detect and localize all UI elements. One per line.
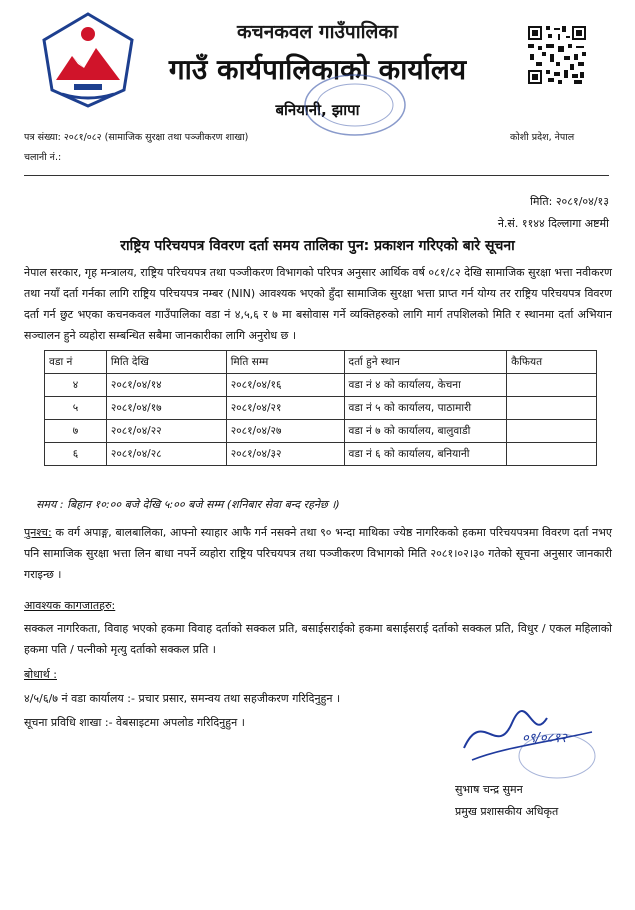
remark-cell [507,374,597,397]
documents-text: सक्कल नागरिकता, विवाह भएको हकमा विवाह दर्ताको सक्कल प्रति, बसाईसराईको हकमा बसाईसराई दर्ताको सक्कल प्रति, विधुर / एकल महिलाको हकमा पति / पत्नीको मृत्यु दर्ताको सक्कल प्रति । [24,622,612,656]
letter-number: पत्र संख्या: २०८१/०८२ (सामाजिक सुरक्षा तथा पञ्जीकरण शाखा) [24,132,249,143]
table-row [45,374,597,397]
header-from: मिति देखि [106,351,226,374]
remark-cell [507,420,597,443]
to-cell: २०८१/०४/२१ [226,397,344,420]
province-label: कोशी प्रदेश, नेपाल [510,132,575,143]
municipality-name: कचनकवल गाउँपालिका [237,21,398,43]
ward-cell: ६ [45,443,107,466]
place-cell: वडा नं ४ को कार्यालय, केचना [344,374,507,397]
schedule-table [44,350,597,466]
ward-cell: ४ [45,374,107,397]
to-cell: २०८१/०४/१६ [226,374,344,397]
office-location: बनियानी, झापा [275,101,360,119]
to-cell: २०८१/०४/२७ [226,420,344,443]
place-cell: वडा नं ७ को कार्यालय, बालुवाडी [344,420,507,443]
bodhartha-line-2: सूचना प्रविधि शाखा :- वेबसाइटमा अपलोड गरिदिनुहुन । [24,716,245,729]
table-header-row [45,351,597,374]
table-row [45,397,597,420]
notice-intro: नेपाल सरकार, गृह मन्त्रालय, राष्ट्रिय परिचयपत्र तथा पञ्जीकरण विभागको परिपत्र अनुसार आर्थिक वर्ष ०८१/८२ देखि सामाजिक सुरक्षा भत्ता नवीकरण तथा नयाँ दर्ता गर्नका लागि राष्ट्रिय परिचयपत्र नम्बर (NIN) आवश्यक भएको हुँदा सामाजिक सुरक्षा भत्ता प्राप्त गर्न योग्य तर राष्ट्रिय परिचयपत्र विवरण दर्ता गर्न छुट भएका कचनकवल गाउँपालिका वडा नं ४,५,६ र ७ मा बसोवास गर्ने व्यक्तिहरुको लागि मार्ग तपशिलको मिति र स्थानमा दर्ता अभियान सञ्चालन हुने व्यहोरा सम्बन्धित सबैमा जानकारीका लागि अनुरोध छ । [24,266,612,342]
signer-designation: प्रमुख प्रशासकीय अधिकृत [455,805,559,818]
from-cell: २०८१/०४/२८ [106,443,226,466]
signature-date: ०९/०८१२ [522,731,567,746]
punascha-label: पुनश्च: [24,526,52,539]
from-cell: २०८१/०४/२२ [106,420,226,443]
table-row [45,443,597,466]
office-stamp [300,70,410,140]
service-timing: समय : बिहान १०:०० बजे देखि ५:०० बजे सम्म (शनिबार सेवा बन्द रहनेछ ।) [36,498,340,511]
office-name: गाउँ कार्यपालिकाको कार्यालय [168,53,467,86]
ward-cell: ७ [45,420,107,443]
place-cell: वडा नं ६ को कार्यालय, बनियानी [344,443,507,466]
signer-name: सुभाष चन्द्र सुमन [455,783,523,796]
ward-cell: ५ [45,397,107,420]
punascha-paragraph [24,522,612,585]
qr-code [526,24,588,86]
handwritten-signature [452,688,602,788]
documents-heading: आवश्यक कागजातहरु: [24,599,116,612]
remark-cell [507,397,597,420]
to-cell: २०८१/०४/३२ [226,443,344,466]
table-row [45,420,597,443]
from-cell: २०८१/०४/१७ [106,397,226,420]
from-cell: २०८१/०४/१४ [106,374,226,397]
notice-date: मिति: २०८१/०४/१३ [530,195,609,208]
header-place: दर्ता हुने स्थान [344,351,507,374]
bodhartha-line-1: ४/५/६/७ नं वडा कार्यालय :- प्रचार प्रसार, समन्वय तथा सहजीकरण गरिदिनुहुन । [24,692,341,705]
header-to: मिति सम्म [226,351,344,374]
header-ward: वडा नं [45,351,107,374]
header-divider [24,175,609,176]
notice-title: राष्ट्रिय परिचयपत्र विवरण दर्ता समय तालिका पुन: प्रकाशन गरिएको बारे सूचना [120,238,515,254]
header-remark: कैफियत [507,351,597,374]
dispatch-number: चलानी नं.: [24,152,62,163]
place-cell: वडा नं ५ को कार्यालय, पाठामारी [344,397,507,420]
bodhartha-heading: बोधार्थ : [24,668,57,681]
punascha-text: क वर्ग अपाङ्ग, बालबालिका, आफ्नो स्याहार आफै गर्न नसक्ने तथा ९० भन्दा माथिका ज्येष्ठ नागरिकको हकमा परिचयपत्रमा विवरण दर्ता नभए पनि सामाजिक सुरक्षा भत्ता लिन बाधा नपर्ने व्यहोरा राष्ट्रिय परिचयपत्र तथा पञ्जीकरण विभागको मिति २०८१।०२।३० गतेको सूचना अनुसार जानकारी गराइन्छ । [24,526,612,581]
nepal-sambat-date: ने.सं. ११४४ दिल्लागा अष्टमी [497,217,609,230]
remark-cell [507,443,597,466]
